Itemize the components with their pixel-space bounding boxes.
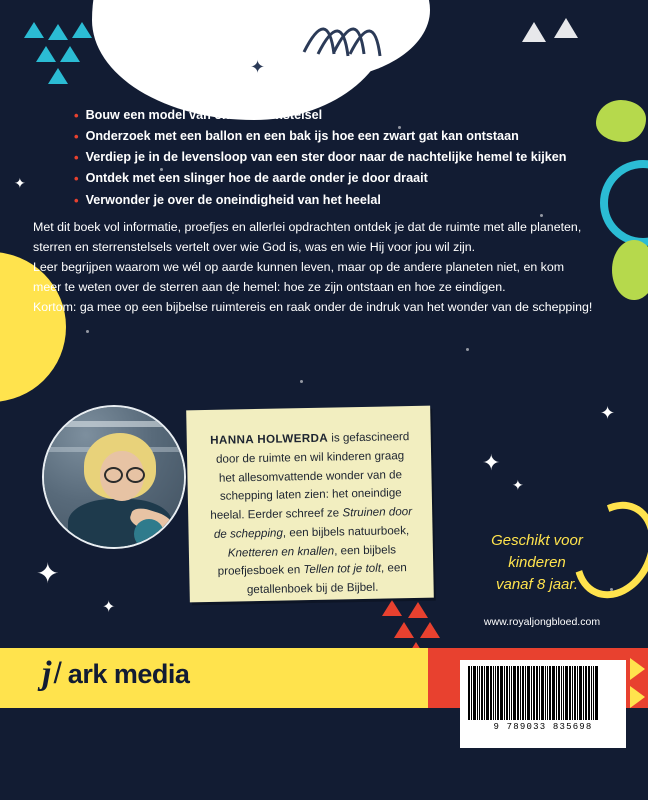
slash-divider: / — [53, 657, 62, 690]
arrow-right-icon — [630, 686, 645, 708]
list-item — [74, 169, 594, 189]
list-item — [74, 148, 594, 168]
age-line-3: vanaf 8 jaar. — [496, 575, 578, 593]
age-recommendation — [462, 530, 612, 595]
bullet-dot-icon: • — [74, 192, 79, 208]
bullet-text: Verwonder je over de oneindigheid van het heelal — [85, 192, 381, 207]
age-line-2: kinderen — [508, 553, 566, 571]
barcode-bars — [468, 666, 618, 720]
star-icon: ✦ — [600, 403, 616, 423]
j-mark-icon: j — [42, 655, 52, 692]
list-item — [74, 127, 594, 147]
book-title-1: Struinen door de schepping — [213, 505, 413, 541]
star-icon: ✦ — [250, 57, 266, 77]
author-bio-text-1: is gefascineerd door de ruimte en wil kinderen graag het allesomvattende wonder van de schepping laten zien: het oneindige heelal. Eerder schreef ze — [210, 430, 410, 523]
publisher-logo — [42, 657, 189, 691]
blurb-paragraph-1: Met dit boek vol informatie, proefjes en allerlei opdrachten ontdek je dat de ruimte met alle planeten, sterren en sterrenstelsels vertelt over wie God is, was en wie Hij voor jou wil zijn. — [33, 220, 582, 255]
feature-bullet-list — [74, 106, 594, 212]
blurb-text — [33, 217, 593, 317]
bullet-text: Onderzoek met een ballon en een bak ijs hoe een zwart gat kan ontstaan — [85, 129, 519, 144]
bullet-text: Ontdek met een slinger hoe de aarde onder je door draait — [85, 171, 428, 186]
blurb-paragraph-3: Kortom: ga mee op een bijbelse ruimtereis en raak onder de indruk van het wonder van de schepping! — [33, 300, 593, 315]
bullet-dot-icon: • — [74, 171, 79, 187]
author-name: HANNA HOLWERDA — [210, 431, 329, 447]
bullet-dot-icon: • — [74, 129, 79, 145]
photo-globe-prop — [134, 519, 164, 549]
star-icon: ✦ — [14, 175, 26, 191]
list-item — [74, 106, 594, 126]
bullet-dot-icon: • — [74, 108, 79, 123]
star-icon: ✦ — [36, 558, 60, 589]
photo-shelf — [44, 421, 184, 427]
blurb-paragraph-2: Leer begrijpen waarom we wél op aarde kunnen leven, maar op de andere planeten niet, en kom meer te weten over de sterren aan de hemel: hoe ze zijn ontstaan en hoe ze eindigen. — [33, 260, 565, 295]
author-bio-text-3: , een bijbels proefjesboek en — [217, 543, 397, 579]
arrow-right-icon — [630, 658, 645, 680]
star-icon: ✦ — [482, 450, 501, 475]
age-line-1: Geschikt voor — [491, 532, 583, 549]
photo-glasses-right — [126, 467, 145, 483]
publisher-name: ark media — [67, 658, 190, 689]
book-title-3: Tellen tot je tolt — [303, 562, 382, 577]
publisher-website[interactable]: www.royaljongbloed.com — [483, 616, 601, 628]
photo-glasses-left — [104, 467, 123, 483]
bullet-text: Bouw een model van ons sterrenstelsel — [85, 108, 323, 122]
star-icon: ✦ — [102, 599, 116, 616]
book-title-2: Knetteren en knallen — [227, 544, 335, 560]
bullet-text: Verdiep je in de levensloop van een ster door naar de nachtelijke hemel te kijken — [85, 150, 567, 165]
author-bio-text-2: , een bijbels natuurboek, — [282, 524, 410, 540]
barcode — [460, 660, 626, 748]
author-bio-note — [186, 406, 434, 603]
author-photo — [42, 405, 186, 549]
list-item — [74, 191, 594, 211]
author-bio-text-4: , een getallenboek bij de Bijbel. — [246, 561, 407, 597]
barcode-number: 9 789033 835698 — [493, 722, 593, 732]
bullet-dot-icon: • — [74, 150, 79, 166]
star-icon: ✦ — [512, 477, 524, 493]
